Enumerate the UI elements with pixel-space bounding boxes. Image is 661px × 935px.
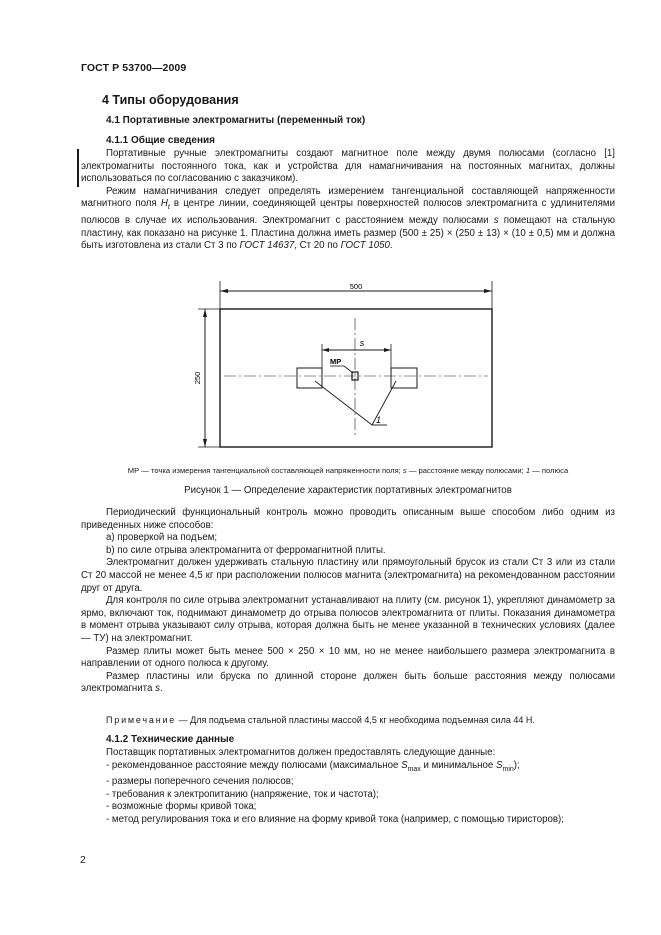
paragraph-tech-data xyxy=(81,747,615,827)
figure-1-drawing xyxy=(180,278,510,458)
mp-leader xyxy=(344,366,353,373)
list-item: - рекомендованное расстояние между полюсами (максимальное $S_{max}$ и минимальное $S_{min}$); xyxy=(106,759,520,773)
list-item: - метод регулирования тока и его влияние на форму кривой тока (например, с помощью тиристоров); xyxy=(106,813,564,825)
pole-leader-left xyxy=(315,381,372,425)
revision-bar xyxy=(77,149,79,187)
left-pole xyxy=(297,368,322,388)
dim-arrow xyxy=(484,289,492,293)
dim-height-label: 250 xyxy=(193,371,202,385)
mp-label: МР xyxy=(330,357,342,366)
paragraph-control xyxy=(81,507,615,696)
right-pole xyxy=(391,368,417,388)
pole-label: 1 xyxy=(376,415,382,425)
paragraph-2: Режим намагничивания следует определять измерением тангенциальной составляющей напряженности магнитного поля $H_t$ в центре линии, соединяющей центры поверхностей полюсов электромагнита с удлинителями полюсов в случае их использования. Электромагнит с расстоянием между полюсами s помещают на стальную пластину, как показано на рисунке 1. Пластина должна иметь размер (500 ± 25) × (250 ± 13) × (10 ± 0,5) мм и должна быть изготовлена из стали Ст 3 по ГОСТ 14637, Ст 20 по ГОСТ 1050. xyxy=(81,185,616,252)
s-label: s xyxy=(359,338,365,348)
paragraph-3: Периодический функциональный контроль можно проводить описанным выше способом либо одним из приведенных ниже способов: xyxy=(81,507,615,531)
subsection-title: 4.1 Портативные электромагниты (переменный ток) xyxy=(106,115,366,126)
list-item: - возможные формы кривой тока; xyxy=(106,801,257,813)
page-number: 2 xyxy=(80,854,86,866)
dim-width-label: 500 xyxy=(349,282,363,291)
figure-caption: Рисунок 1 — Определение характеристик портативных электромагнитов xyxy=(184,485,512,496)
list-item: - требования к электропитанию (напряжение, ток и частота); xyxy=(106,788,379,800)
list-item-b: b) по силе отрыва электромагнита от ферромагнитной плиты. xyxy=(106,544,386,556)
steel-plate xyxy=(220,309,492,447)
paragraph-8: Поставщик портативных электромагнитов должен предоставлять следующие данные: xyxy=(106,747,496,758)
note: Примечание — Для подъема стальной пластины массой 4,5 кг необходима подъемная сила 44 Н. xyxy=(106,715,535,725)
subsubsection-title: 4.1.1 Общие сведения xyxy=(106,135,215,146)
list-item: - размеры поперечного сечения полюсов; xyxy=(106,776,294,788)
dim-arrow xyxy=(203,439,207,447)
dim-arrow xyxy=(203,309,207,317)
paragraph-7: Размер пластины или бруска по длинной стороне должен быть больше расстояния между полюсами электромагнита s. xyxy=(81,670,615,695)
paragraph-5: Для контроля по силе отрыва электромагнит устанавливают на плиту (см. рисунок 1), укрепляют динамометр за ярмо, включают ток, поднимают динамометр до отрыва полюсов электромагнита от плиты. Показания динамометра в момент отрыва указывают силу отрыва, которая должна быть не менее указанной в технических условиях (далее — ТУ) на электромагнит. xyxy=(81,595,615,644)
document-code: ГОСТ Р 53700—2009 xyxy=(81,62,187,74)
paragraph-1: Портативные ручные электромагниты создают магнитное поле между двумя полюсами (согласно [1] электромагниты постоянного тока, как и устройства для намагничивания на постоянных магнитах, должны использоваться по согласованию с заказчиком). xyxy=(81,148,615,185)
dim-arrow xyxy=(220,289,228,293)
paragraph-6: Размер плиты может быть менее 500 × 250 × 10 мм, но не менее наибольшего размера электромагнита в направлении от одного полюса к другому. xyxy=(81,645,615,670)
paragraph-general xyxy=(81,148,615,253)
list-item-a: а) проверкой на подъем; xyxy=(106,532,218,544)
dim-arrow xyxy=(384,348,391,352)
section-title: 4 Типы оборудования xyxy=(102,93,239,107)
dim-arrow xyxy=(322,348,329,352)
paragraph-4: Электромагнит должен удерживать стальную пластину или прямоугольный брусок из стали Ст 3 или из стали Ст 20 массой не менее 4,5 кг при расположении полюсов магнита (электромагнита) на рекомендованном расстоянии друг от друга. xyxy=(81,557,615,594)
subsubsection-title-2: 4.1.2 Технические данные xyxy=(106,734,235,745)
figure-legend: МР — точка измерения тангенциальной составляющей напряженности поля; s — расстояние между полюсами; 1 — полюса xyxy=(127,466,569,475)
